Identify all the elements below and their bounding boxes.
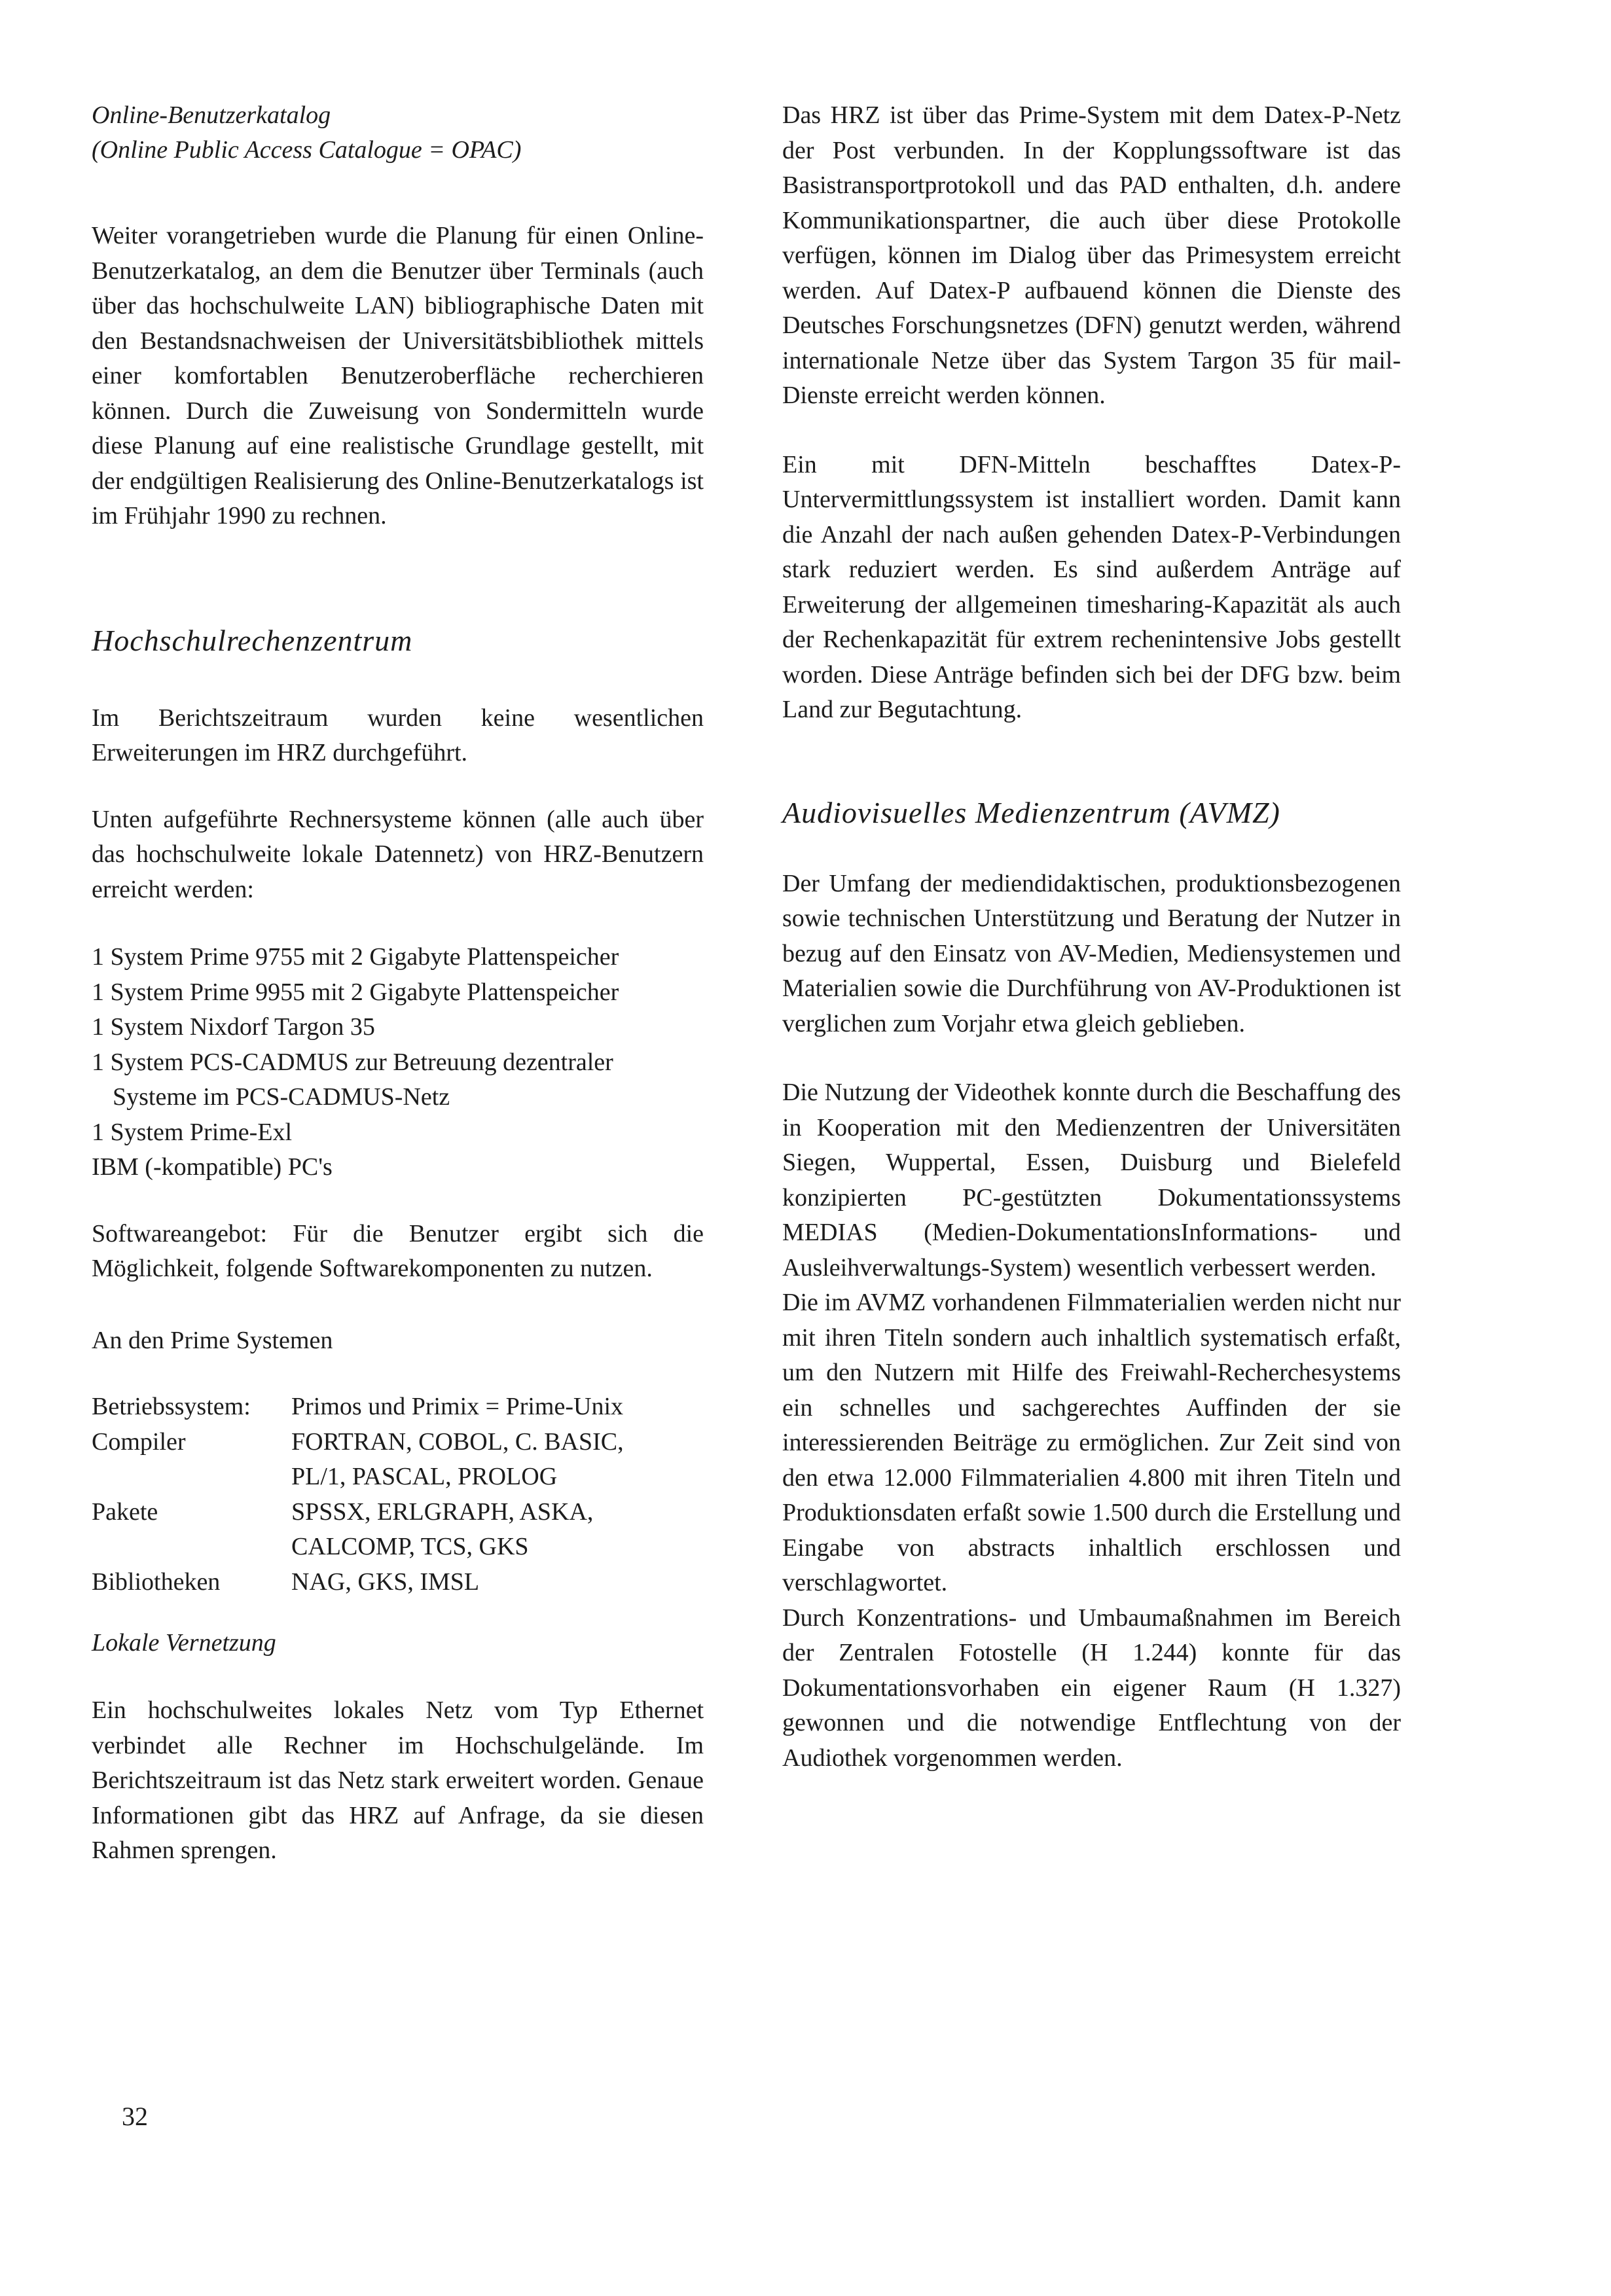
software-table [92, 1390, 704, 1600]
software-value: NAG, GKS, IMSL [291, 1568, 480, 1596]
left-column [92, 98, 704, 1869]
prime-systems-heading: An den Prime Systemen [92, 1326, 333, 1354]
avmz-paragraph-4: Durch Konzentrations- und Umbaumaßnahmen im Bereich der Zentralen Fotostelle (H 1.244) konnte für das Dokumentationsvorhaben ein eigener Raum (H 1.327) gewonnen und die notwendige Entflechtung von der Audiothek vorgenommen werden. [782, 1604, 1401, 1772]
software-paragraph: Softwareangebot: Für die Benutzer ergibt sich die Möglichkeit, folgende Softwarekomponenten zu nutzen. [92, 1219, 704, 1282]
avmz-paragraph-2: Die Nutzung der Videothek konnte durch die Beschaffung des in Kooperation mit den Medienzentren der Universitäten Siegen, Wuppertal, Essen, Duisburg und Bielefeld konzipierten PC-gestützten Dokumentationssystems MEDIAS (Medien-DokumentationsInformations- und Ausleihverwaltungs-System) wesentlich verbessert werden. [782, 1079, 1401, 1282]
software-label: Compiler [92, 1427, 186, 1456]
list-item: 1 System Prime-Exl [92, 1118, 293, 1146]
lan-heading: Lokale Vernetzung [92, 1629, 276, 1657]
list-item: Systeme im PCS-CADMUS-Netz [113, 1083, 450, 1111]
software-value: SPSSX, ERLGRAPH, ASKA, CALCOMP, TCS, GKS [291, 1498, 594, 1560]
list-item: IBM (-kompatible) PC's [92, 1153, 333, 1181]
datex-paragraph-1: Das HRZ ist über das Prime-System mit dem Datex-P-Netz der Post verbunden. In der Kopplungssoftware ist das Basistransportprotokoll und das PAD enthalten, d.h. andere Kommunikationspartner, die auch über diese Protokolle verfügen, können im Dialog über das Primesystem erreicht werden. Auf Datex-P aufbauend können die Dienste des Deutsches Forschungsnetzes (DFN) genutzt werden, während internationale Netze über das System Targon 35 für mail-Dienste erreicht werden können. [782, 101, 1401, 409]
software-label: Betriebssystem: [92, 1393, 251, 1420]
avmz-paragraph-1: Der Umfang der mediendidaktischen, produktionsbezogenen sowie technischen Unterstützung und Beratung der Nutzer in bezug auf den Einsatz von AV-Medien, Mediensystemen und Materialien sowie die Durchführung von AV-Produktionen ist verglichen zum Vorjahr etwa gleich geblieben. [782, 869, 1401, 1037]
opac-paragraph: Weiter vorangetrieben wurde die Planung für einen Online-Benutzerkatalog, an dem die Benutzer über Terminals (auch über das hochschulweite LAN) bibliographische Daten mit den Bestandsnachweisen der Universitätsbibliothek mittels einer komfortablen Benutzeroberfläche recherchieren können. Durch die Zuweisung von Sondermitteln wurde diese Planung auf eine realistische Grundlage gestellt, mit der endgültigen Realisierung des Online-Benutzerkatalogs ist im Frühjahr 1990 zu rechnen. [92, 222, 704, 529]
opac-heading-line1: Online-Benutzerkatalog [92, 101, 331, 129]
systems-list [92, 940, 704, 1185]
software-value: FORTRAN, COBOL, C. BASIC, PL/1, PASCAL, PROLOG [291, 1427, 624, 1490]
software-value: Primos und Primix = Prime-Unix [291, 1393, 624, 1420]
list-item: 1 System PCS-CADMUS zur Betreuung dezentraler [92, 1048, 613, 1076]
list-item: 1 System Prime 9755 mit 2 Gigabyte Plattenspeicher [92, 943, 619, 971]
software-label: Pakete [92, 1498, 158, 1526]
list-item: 1 System Prime 9955 mit 2 Gigabyte Plattenspeicher [92, 978, 619, 1006]
datex-paragraph-2: Ein mit DFN-Mitteln beschafftes Datex-P-Untervermittlungssystem ist installiert worden. Damit kann die Anzahl der nach außen gehenden Datex-P-Verbindungen stark reduziert werden. Es sind außerdem Anträge auf Erweiterung der allgemeinen timesharing-Kapazität als auch der Rechenkapazität für extrem rechenintensive Jobs gestellt worden. Diese Anträge befinden sich bei der DFG bzw. beim Land zur Begutachtung. [782, 450, 1401, 723]
hrz-heading: Hochschulrechenzentrum [92, 623, 413, 657]
software-label: Bibliotheken [92, 1568, 221, 1596]
lan-paragraph: Ein hochschulweites lokales Netz vom Typ Ethernet verbindet alle Rechner im Hochschulgelände. Im Berichtszeitraum ist das Netz stark erweitert worden. Genaue Informationen gibt das HRZ auf Anfrage, da sie diesen Rahmen sprengen. [92, 1696, 704, 1864]
avmz-paragraph-3: Die im AVMZ vorhandenen Filmmaterialien werden nicht nur mit ihren Titeln sondern auch inhaltlich systematisch erfaßt, um den Nutzern mit Hilfe des Freiwahl-Recherchesystems ein schnelles und sachgerechtes Auffinden der sie interessierenden Beiträge zu ermöglichen. Zur Zeit sind von den etwa 12.000 Filmmaterialien 4.800 mit ihren Titeln und Produktionsdaten erfaßt sowie 1.500 durch die Erstellung und Eingabe von abstracts inhaltlich erschlossen und verschlagwortet. [782, 1289, 1401, 1596]
avmz-heading: Audiovisuelles Medienzentrum (AVMZ) [782, 795, 1280, 829]
list-item: 1 System Nixdorf Targon 35 [92, 1013, 375, 1041]
right-column [782, 98, 1401, 1776]
hrz-paragraph-2: Unten aufgeführte Rechnersysteme können (alle auch über das hochschulweite lokale Datennetz) von HRZ-Benutzern erreicht werden: [92, 805, 704, 903]
page-number: 32 [122, 2102, 148, 2131]
opac-heading-line2: (Online Public Access Catalogue = OPAC) [92, 136, 522, 164]
hrz-paragraph-1: Im Berichtszeitraum wurden keine wesentlichen Erweiterungen im HRZ durchgeführt. [92, 704, 704, 766]
